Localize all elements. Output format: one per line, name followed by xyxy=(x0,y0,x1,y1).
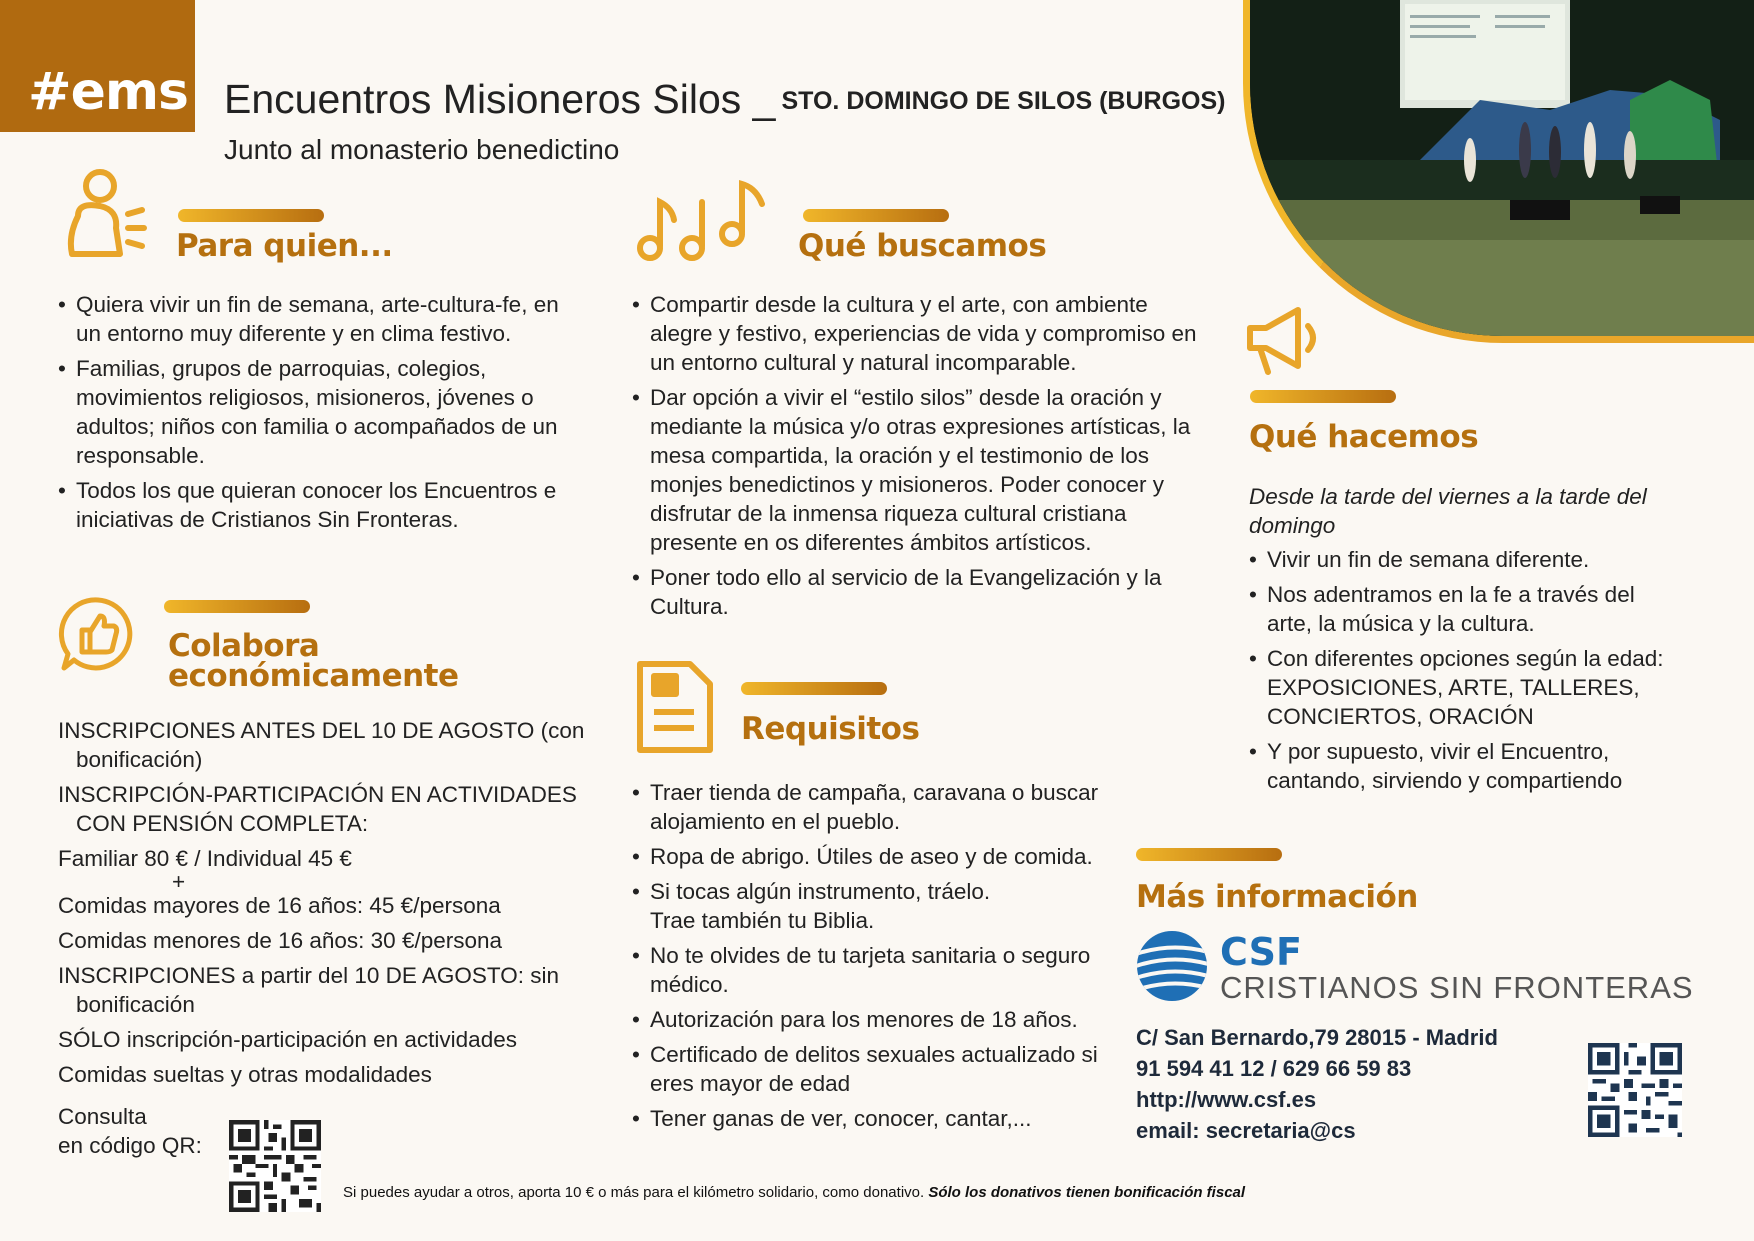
hashtag-badge xyxy=(0,0,195,132)
contact-block xyxy=(1136,1022,1498,1146)
list-item: • Ropa de abrigo. Útiles de aseo y de comida. xyxy=(632,842,1122,871)
qr-label: Consulta en código QR: xyxy=(58,1104,202,1158)
bible-note: Trae también tu Biblia. xyxy=(650,908,875,933)
price-line: Comidas sueltas y otras modalidades xyxy=(58,1062,432,1087)
que-hacemos-list xyxy=(1249,545,1679,801)
mas-info-title: Más información xyxy=(1136,879,1418,915)
location-label: STO. DOMINGO DE SILOS (BURGOS) xyxy=(781,87,1226,115)
que-hacemos-intro: Desde la tarde del viernes a la tarde del domingo xyxy=(1249,484,1647,538)
para-quien-title: Para quien... xyxy=(176,228,393,264)
price-line: INSCRIPCIÓN-PARTICIPACIÓN EN ACTIVIDADES CON PENSIÓN COMPLETA: xyxy=(58,782,577,836)
price-line: INSCRIPCIONES a partir del 10 DE AGOSTO: sin bonificación xyxy=(58,963,559,1017)
price-line: INSCRIPCIONES ANTES DEL 10 DE AGOSTO (con bonificación) xyxy=(58,718,585,772)
requisitos-title: Requisitos xyxy=(741,711,920,747)
list-item: • Vivir un fin de semana diferente. xyxy=(1249,545,1679,574)
list-item: • Si tocas algún instrumento, tráelo. Trae también tu Biblia. xyxy=(632,877,1122,935)
list-item: • Todos los que quieran conocer los Encuentros e iniciativas de Cristianos Sin Fronteras. xyxy=(58,476,578,534)
list-item: • Nos adentramos en la fe a través del arte, la música y la cultura. xyxy=(1249,580,1679,638)
website-link[interactable]: http://www.csf.es xyxy=(1136,1087,1317,1112)
list-item: • Dar opción a vivir el “estilo silos” desde la oración y mediante la música y/o otras expresiones artísticas, la mesa compartida, la oración y el testimonio de los monjes benedictinos y misioneros. Poder conocer y disfrutar de la inmensa riqueza cultural cristiana presente en os diferentes ámbitos artísticos. xyxy=(632,383,1207,557)
plus-sign: + xyxy=(172,869,186,894)
section-bar xyxy=(1250,390,1396,403)
thumbs-up-icon xyxy=(58,594,138,674)
page-title: Encuentros Misioneros Silos _ STO. DOMINGO DE SILOS (BURGOS) xyxy=(224,76,1226,122)
list-item: • Traer tienda de campaña, caravana o buscar alojamiento en el pueblo. xyxy=(632,778,1122,836)
music-notes-icon xyxy=(636,178,772,270)
hashtag-text: #ems xyxy=(28,62,188,122)
colabora-lines xyxy=(58,716,588,1095)
price-line: Comidas menores de 16 años: 30 €/persona xyxy=(58,928,503,953)
csf-logo-full: CRISTIANOS SIN FRONTERAS xyxy=(1220,970,1694,1005)
list-item: • Familias, grupos de parroquias, colegios, movimientos religiosos, misioneros, jóvenes o adultos; niños con familia o acompañados de un responsable. xyxy=(58,354,578,470)
section-bar xyxy=(803,209,949,222)
csf-globe-logo-icon xyxy=(1136,930,1208,1002)
list-item: • Tener ganas de ver, conocer, cantar,... xyxy=(632,1104,1122,1133)
document-icon xyxy=(636,660,714,754)
email-link[interactable]: email: secretaria@cs xyxy=(1136,1118,1356,1143)
list-item: • Con diferentes opciones según la edad: EXPOSICIONES, ARTE, TALLERES, CONCIERTOS, ORACIÓN xyxy=(1249,644,1679,731)
footer-bold: Sólo los donativos tienen bonificación fiscal xyxy=(928,1184,1246,1201)
que-buscamos-list xyxy=(632,290,1207,627)
csf-logo-short: CSF xyxy=(1220,930,1302,974)
list-item: • Certificado de delitos sexuales actualizado si eres mayor de edad xyxy=(632,1040,1122,1098)
section-bar xyxy=(164,600,310,613)
que-hacemos-title: Qué hacemos xyxy=(1249,419,1479,455)
list-item: • Compartir desde la cultura y el arte, con ambiente alegre y festivo, experiencias de vida y compromiso en un entorno cultural y natural incomparable. xyxy=(632,290,1207,377)
para-quien-list xyxy=(58,290,578,540)
list-item: • Quiera vivir un fin de semana, arte-cultura-fe, en un entorno muy diferente y en clima festivo. xyxy=(58,290,578,348)
person-icon xyxy=(58,166,148,266)
section-bar xyxy=(1136,848,1282,861)
section-bar xyxy=(178,209,324,222)
price-line: SÓLO inscripción-participación en actividades xyxy=(58,1027,517,1052)
list-item: • Poner todo ello al servicio de la Evangelización y la Cultura. xyxy=(632,563,1207,621)
list-item: • No te olvides de tu tarjeta sanitaria o seguro médico. xyxy=(632,941,1122,999)
qr-code-icon[interactable] xyxy=(1588,1043,1682,1137)
list-item: • Y por supuesto, vivir el Encuentro, cantando, sirviendo y compartiendo xyxy=(1249,737,1679,795)
address-text: C/ San Bernardo,79 28015 - Madrid xyxy=(1136,1025,1498,1050)
concert-photo xyxy=(1243,0,1754,343)
qr-code-icon[interactable] xyxy=(229,1120,321,1212)
requisitos-list xyxy=(632,778,1122,1139)
page-subtitle: Junto al monasterio benedictino xyxy=(224,134,620,165)
megaphone-icon xyxy=(1246,304,1332,376)
colabora-title: Colabora económicamente xyxy=(168,628,459,694)
que-buscamos-title: Qué buscamos xyxy=(798,228,1047,264)
section-bar xyxy=(741,682,887,695)
price-line: Comidas mayores de 16 años: 45 €/persona xyxy=(58,893,501,918)
phone-text: 91 594 41 12 / 629 66 59 83 xyxy=(1136,1056,1412,1081)
price-line: Familiar 80 € / Individual 45 € xyxy=(58,846,352,871)
concert-scene-image xyxy=(1250,0,1754,336)
list-item: • Autorización para los menores de 18 años. xyxy=(632,1005,1122,1034)
footer-note: Si puedes ayudar a otros, aporta 10 € o más para el kilómetro solidario, como donativo. Sólo los donativos tienen bonificación fiscal xyxy=(343,1184,1246,1201)
